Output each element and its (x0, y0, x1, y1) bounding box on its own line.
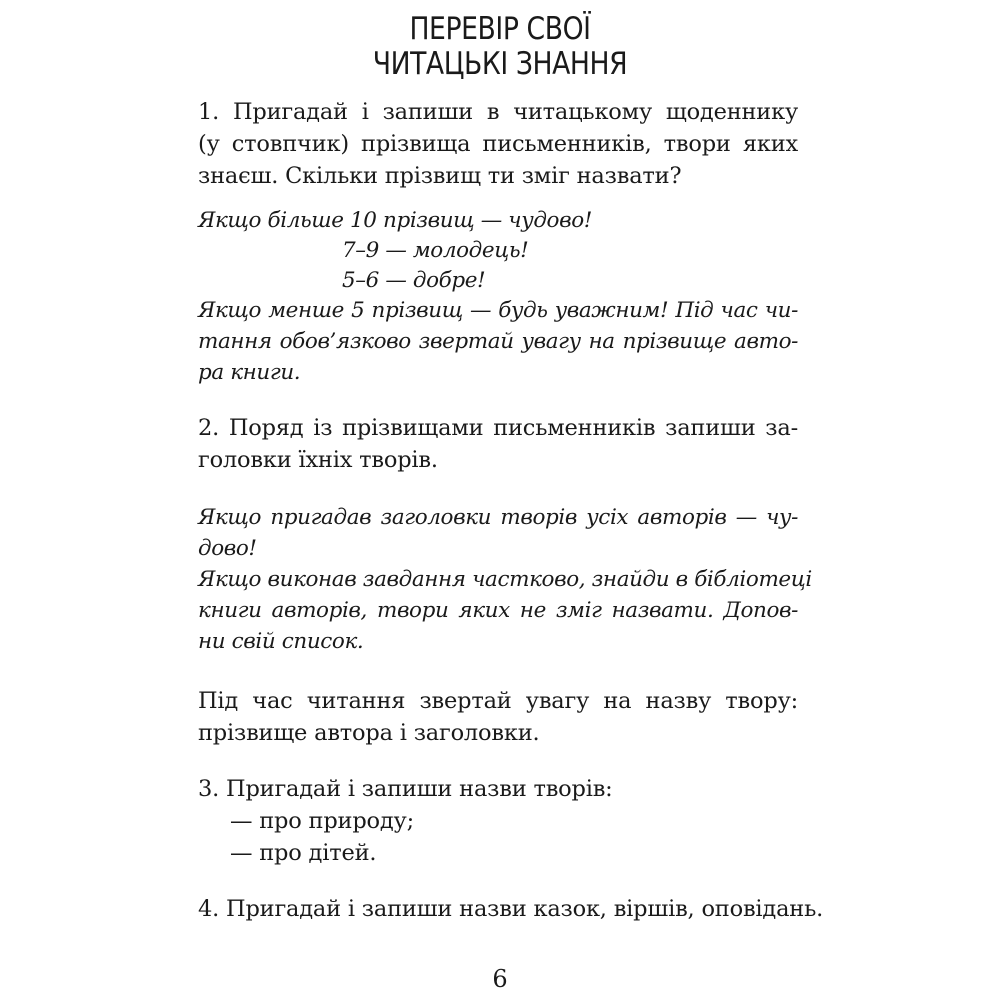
task-2-feedback-line-1: Якщо пригадав заголовки творів усіх авторів — чу- (198, 505, 798, 530)
task-2-line-1: 2. Поряд із прізвищами письменників запиши за- (198, 415, 798, 441)
task-2-line-2: головки їхніх творів. (198, 447, 438, 473)
task-1-feedback-line-3: 5–6 — добре! (342, 268, 486, 293)
task-1-line-3: знаєш. Скільки прізвищ ти зміг назвати? (198, 163, 682, 189)
note-line-1: Під час читання звертай увагу на назву твору: (198, 688, 798, 714)
task-3-item-children: — про дітей. (230, 840, 377, 866)
task-1-feedback-line-5: тання обов’язково звертай увагу на прізвище авто- (198, 329, 798, 354)
task-1-line-2: (у стовпчик) прізвища письменників, твори яких (198, 131, 798, 157)
task-2-feedback-line-3: Якщо виконав завдання частково, знайди в бібліотеці (198, 567, 812, 592)
task-3-line-1: 3. Пригадай і запиши назви творів: (198, 776, 613, 802)
task-2-feedback-line-2: дово! (198, 536, 257, 561)
page-title-line-1: ПЕРЕВІР СВОЇ (409, 11, 591, 47)
task-1-line-1: 1. Пригадай і запиши в читацькому щоденнику (198, 99, 798, 125)
page-number: 6 (492, 965, 508, 993)
task-2-feedback-line-4: книги авторів, твори яких не зміг назвати. Допов- (198, 598, 798, 623)
page-title-line-2: ЧИТАЦЬКІ ЗНАННЯ (372, 46, 628, 82)
task-2-feedback-line-5: ни свій список. (198, 629, 364, 654)
task-1-feedback-line-1: Якщо більше 10 прізвищ — чудово! (198, 208, 592, 233)
task-1-feedback-line-6: ра книги. (198, 360, 301, 385)
note-line-2: прізвище автора і заголовки. (198, 720, 540, 746)
task-3-item-nature: — про природу; (230, 808, 414, 834)
task-4-line-1: 4. Пригадай і запиши назви казок, віршів, оповідань. (198, 896, 824, 922)
task-1-feedback-line-4: Якщо менше 5 прізвищ — будь уважним! Під час чи- (198, 298, 798, 323)
task-1-feedback-line-2: 7–9 — молодець! (342, 238, 529, 263)
